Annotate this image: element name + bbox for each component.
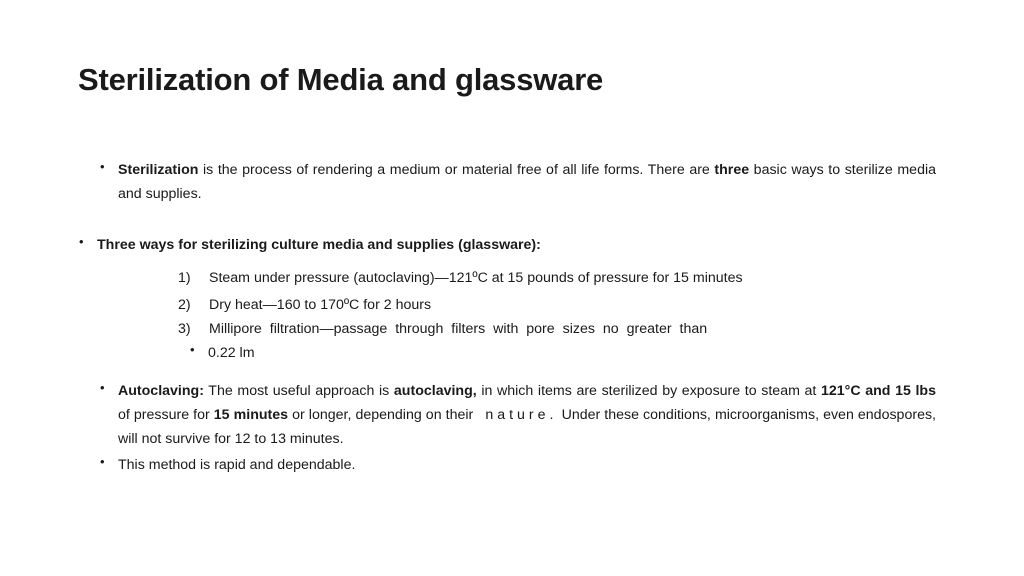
method-item: [178, 266, 743, 290]
method-item: [178, 317, 707, 341]
method-number: 1): [178, 270, 191, 286]
bullet-marker: •: [100, 159, 105, 174]
bold-term: three: [714, 162, 750, 178]
text-span: of pressure for: [118, 407, 214, 423]
text-span: is the process of rendering a medium or material free of all life forms. There are: [198, 162, 715, 178]
text-span: r nature.: [468, 407, 558, 423]
bold-term: 121°C and 15 lbs: [821, 383, 936, 399]
rapid-method-paragraph: This method is rapid and dependable.: [118, 457, 356, 473]
text-span: in which items are sterilized by exposure to steam at: [476, 383, 821, 399]
slide-title: Sterilization of Media and glassware: [78, 62, 604, 97]
bold-term: autoclaving,: [393, 383, 477, 399]
method-text: Millipore filtration—passage through filters with pore sizes no greater than: [209, 321, 708, 337]
bullet-marker: •: [100, 454, 105, 469]
bold-term: Sterilization: [118, 162, 199, 178]
bullet-marker: •: [79, 234, 84, 249]
text-span: basic ways to sterilize media and supplies.: [118, 162, 937, 202]
text-span: or longer, depending on thei: [288, 407, 469, 423]
method-number: 3): [178, 321, 191, 337]
sterilization-definition-paragraph: [118, 158, 936, 206]
text-span: Under these conditions, microorganisms, even endospores, will not survive for 12 to 13 minutes.: [118, 407, 936, 447]
method-text: Steam under pressure (autoclaving)—121ºC at 15 pounds of pressure for 15 minutes: [209, 270, 743, 286]
text-span: The most useful approach is: [203, 383, 394, 399]
bold-term: Autoclaving:: [118, 383, 204, 399]
method-text: Dry heat—160 to 170ºC for 2 hours: [209, 297, 432, 313]
bullet-marker: •: [100, 380, 105, 395]
method-item: [178, 293, 431, 317]
pore-size-sub-item: 0.22 lm: [208, 345, 255, 361]
methods-heading: Three ways for sterilizing culture media and supplies (glassware):: [97, 237, 541, 253]
bold-term: 15 minutes: [213, 407, 289, 423]
bullet-marker: •: [190, 342, 195, 357]
method-number: 2): [178, 297, 191, 313]
autoclaving-paragraph: [118, 379, 936, 451]
